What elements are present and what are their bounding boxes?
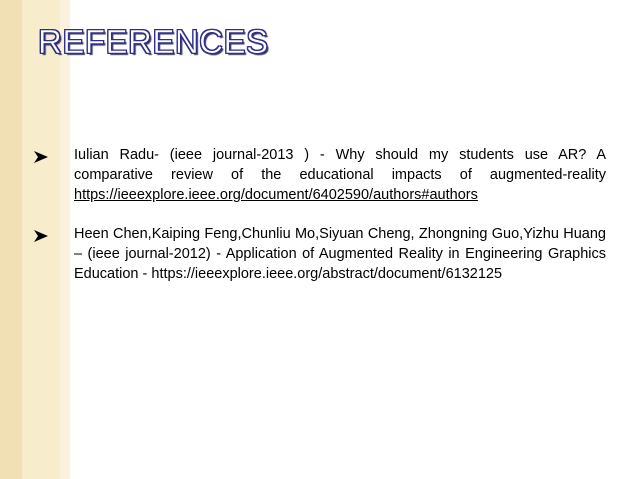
reference-url: https://ieeexplore.ieee.org/abstract/document/6132125 <box>151 266 503 282</box>
slide-title: REFERENCES <box>38 23 269 60</box>
reference-item <box>34 224 606 284</box>
reference-text: Heen Chen,Kaiping Feng,Chunliu Mo,Siyuan Cheng, Zhongning Guo,Yizhu Huang – (ieee journal-2012) - Application of Augmented Reality in Engineering Graphics Education - <box>74 226 606 282</box>
arrowhead-bullet-icon <box>34 149 48 161</box>
arrowhead-bullet-icon <box>34 228 48 240</box>
decorative-band <box>0 0 22 479</box>
reference-link[interactable]: https://ieeexplore.ieee.org/document/6402590/authors#authors <box>74 187 478 203</box>
reference-list <box>34 145 606 303</box>
reference-item <box>34 145 606 205</box>
reference-text: Iulian Radu- (ieee journal-2013 ) - Why should my students use AR? A comparative review of the educational impacts of augmented-reality <box>74 147 606 183</box>
